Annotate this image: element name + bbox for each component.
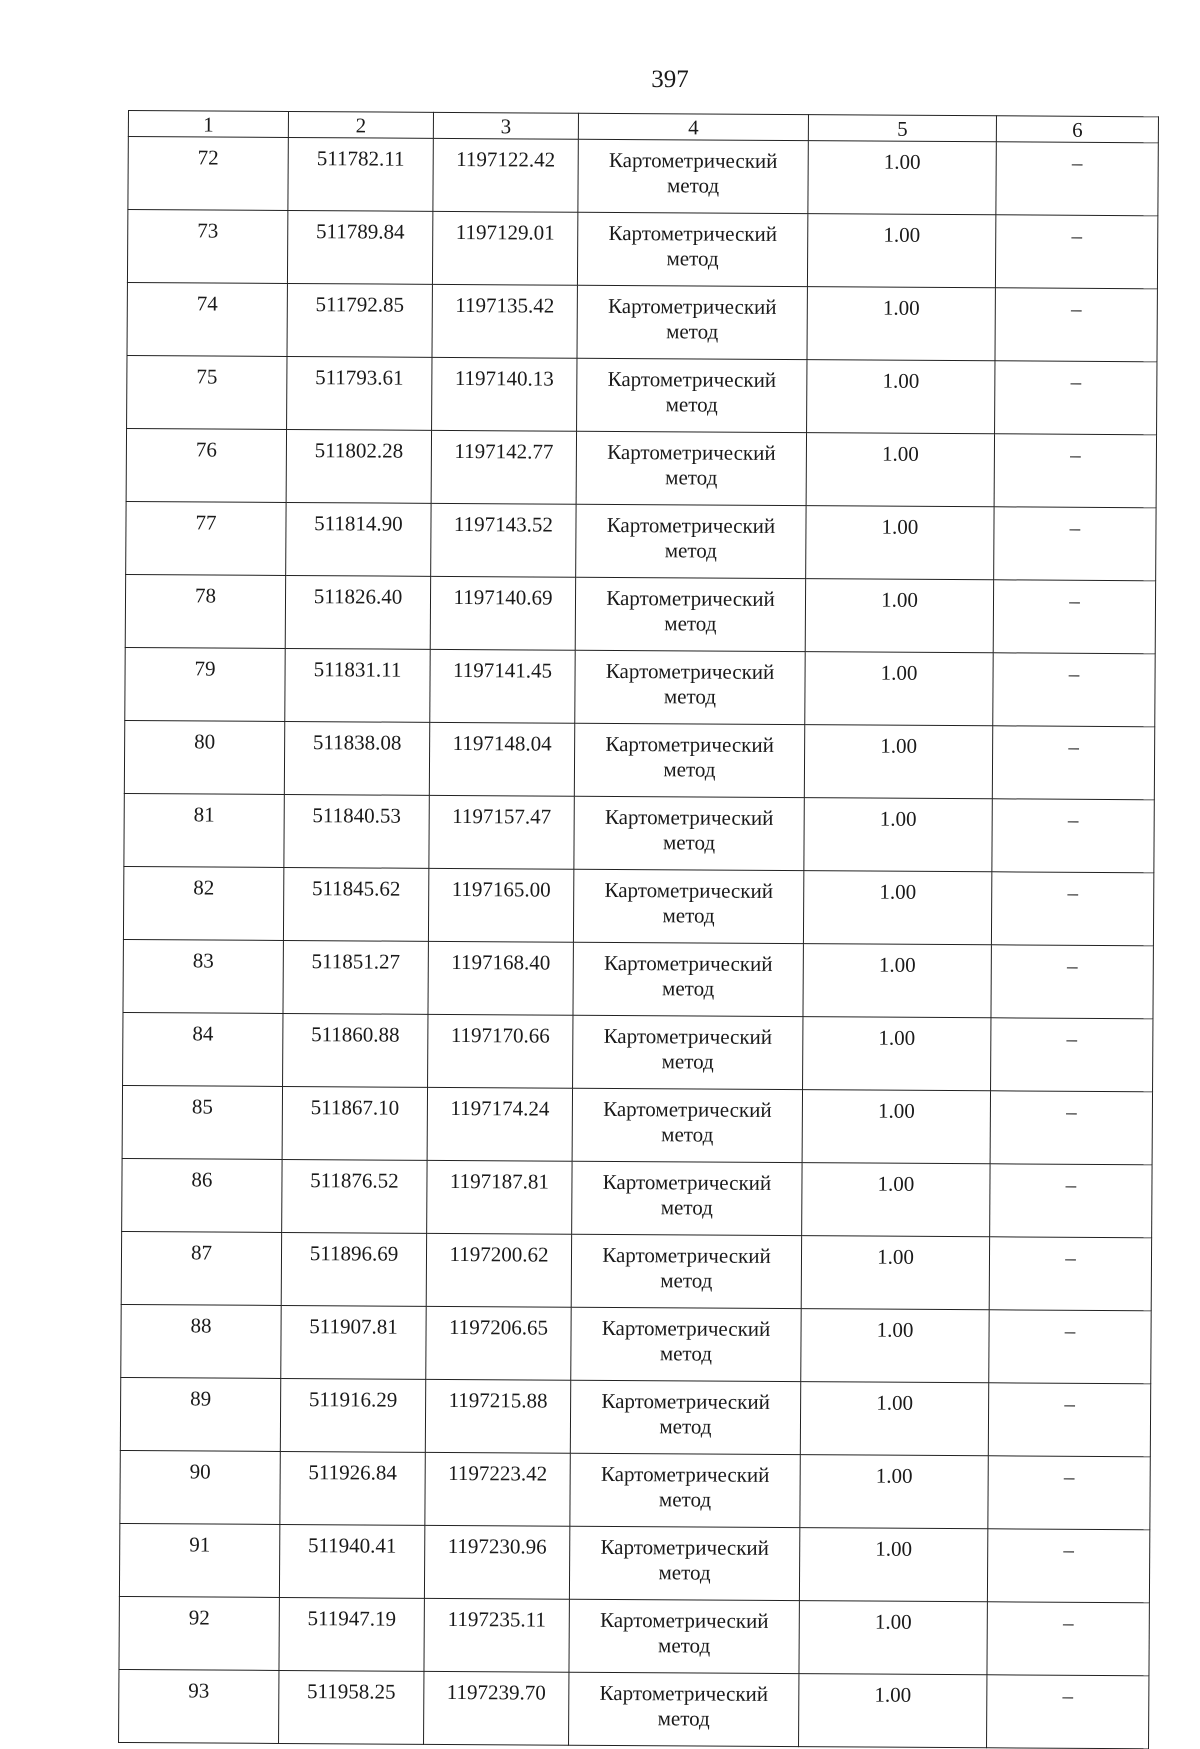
method-line-1: Картометрический [599, 1607, 769, 1633]
point-number-cell: 84 [123, 1012, 283, 1086]
note-cell: – [987, 1675, 1149, 1749]
method-line-1: Картометрический [608, 293, 777, 319]
method-line-2: метод [662, 903, 715, 928]
point-number-cell: 83 [123, 939, 283, 1013]
table-row [126, 428, 1156, 507]
x-coordinate-cell: 511851.27 [283, 940, 428, 1014]
note-cell: – [990, 1164, 1152, 1238]
method-line-2: метод [665, 392, 718, 417]
point-number-cell: 76 [126, 428, 286, 502]
method-line-2: метод [658, 1560, 711, 1585]
method-cell [575, 650, 805, 724]
accuracy-cell: 1.00 [806, 506, 994, 580]
table-row [128, 137, 1158, 216]
table-body [119, 137, 1159, 1749]
table-row [121, 1231, 1151, 1310]
method-line-1: Картометрический [605, 731, 774, 757]
point-number-cell: 80 [124, 720, 284, 794]
x-coordinate-cell: 511782.11 [288, 137, 433, 211]
note-cell: – [988, 1456, 1150, 1530]
method-line-1: Картометрический [606, 512, 776, 538]
note-cell: – [992, 799, 1154, 873]
point-number-cell: 90 [120, 1450, 280, 1524]
accuracy-cell: 1.00 [807, 214, 995, 288]
y-coordinate-cell: 1197135.42 [432, 284, 577, 358]
x-coordinate-cell: 511940.41 [279, 1524, 424, 1598]
method-line-2: метод [659, 1341, 713, 1366]
method-line-2: метод [663, 684, 717, 709]
y-coordinate-cell: 1197235.11 [424, 1598, 569, 1672]
method-line-1: Картометрический [604, 804, 774, 830]
x-coordinate-cell: 511831.11 [285, 648, 430, 722]
table-row [127, 282, 1157, 361]
method-cell [574, 796, 804, 870]
y-coordinate-cell: 1197168.40 [428, 941, 573, 1015]
accuracy-cell: 1.00 [799, 1601, 987, 1675]
y-coordinate-cell: 1197187.81 [427, 1160, 572, 1234]
note-cell: – [991, 1018, 1153, 1092]
method-line-2: метод [666, 246, 719, 271]
method-cell [577, 285, 807, 359]
method-cell [574, 723, 804, 797]
method-line-2: метод [661, 1049, 714, 1074]
method-cell [569, 1599, 799, 1673]
note-cell: – [987, 1529, 1149, 1603]
table-row [120, 1377, 1150, 1456]
x-coordinate-cell: 511876.52 [282, 1159, 427, 1233]
note-cell: – [993, 580, 1155, 654]
method-line-2: метод [663, 757, 716, 782]
method-line-1: Картометрический [600, 1461, 770, 1487]
table-row [119, 1596, 1149, 1675]
y-coordinate-cell: 1197157.47 [429, 795, 574, 869]
column-header-3: 3 [433, 112, 578, 139]
method-line-2: метод [664, 611, 717, 636]
coordinates-table [118, 110, 1159, 1749]
method-line-2: метод [662, 976, 715, 1001]
method-cell [577, 358, 807, 432]
y-coordinate-cell: 1197223.42 [425, 1452, 570, 1526]
note-cell: – [988, 1383, 1150, 1457]
method-line-1: Картометрический [603, 1096, 772, 1122]
method-line-1: Картометрический [608, 220, 778, 246]
y-coordinate-cell: 1197148.04 [429, 722, 574, 796]
note-cell: – [995, 361, 1157, 435]
accuracy-cell: 1.00 [800, 1382, 988, 1456]
note-cell: – [995, 215, 1157, 289]
x-coordinate-cell: 511860.88 [283, 1013, 428, 1087]
point-number-cell: 87 [121, 1231, 281, 1305]
note-cell: – [994, 507, 1156, 581]
method-cell [576, 431, 806, 505]
method-line-2: метод [658, 1633, 711, 1658]
y-coordinate-cell: 1197142.77 [431, 430, 576, 504]
method-line-2: метод [666, 319, 719, 344]
accuracy-cell: 1.00 [807, 360, 995, 434]
accuracy-cell: 1.00 [807, 287, 995, 361]
y-coordinate-cell: 1197129.01 [432, 211, 577, 285]
point-number-cell: 78 [125, 574, 285, 648]
method-line-1: Картометрический [607, 439, 776, 465]
page-number: 397 [651, 66, 689, 93]
method-line-2: метод [658, 1487, 712, 1512]
column-header-2: 2 [288, 111, 433, 138]
method-line-2: метод [660, 1268, 713, 1293]
method-line-2: метод [666, 173, 720, 198]
note-cell: – [996, 142, 1158, 216]
point-number-cell: 74 [127, 282, 287, 356]
x-coordinate-cell: 511867.10 [282, 1086, 427, 1160]
accuracy-cell: 1.00 [803, 1017, 991, 1091]
column-header-4: 4 [578, 113, 808, 140]
x-coordinate-cell: 511947.19 [279, 1597, 424, 1671]
method-line-2: метод [661, 1122, 714, 1147]
note-cell: – [991, 872, 1153, 946]
y-coordinate-cell: 1197215.88 [425, 1379, 570, 1453]
x-coordinate-cell: 511840.53 [284, 794, 429, 868]
method-cell [573, 1015, 803, 1089]
x-coordinate-cell: 511789.84 [287, 210, 432, 284]
point-number-cell: 72 [128, 137, 288, 211]
note-cell: – [993, 653, 1155, 727]
method-line-1: Картометрический [599, 1680, 769, 1706]
y-coordinate-cell: 1197239.70 [424, 1671, 569, 1745]
x-coordinate-cell: 511802.28 [286, 429, 431, 503]
method-cell [570, 1453, 800, 1527]
method-line-2: метод [664, 538, 717, 563]
note-cell: – [989, 1237, 1151, 1311]
accuracy-cell: 1.00 [806, 433, 994, 507]
method-line-1: Картометрический [608, 147, 778, 173]
x-coordinate-cell: 511916.29 [280, 1378, 425, 1452]
method-line-1: Картометрический [603, 1023, 773, 1049]
x-coordinate-cell: 511792.85 [287, 283, 432, 357]
y-coordinate-cell: 1197174.24 [427, 1087, 572, 1161]
method-cell [573, 869, 803, 943]
column-header-1: 1 [128, 111, 288, 138]
x-coordinate-cell: 511814.90 [286, 502, 431, 576]
note-cell: – [987, 1602, 1149, 1676]
accuracy-cell: 1.00 [805, 579, 993, 653]
accuracy-cell: 1.00 [799, 1674, 987, 1748]
method-cell [571, 1307, 801, 1381]
method-cell [575, 577, 805, 651]
method-line-1: Картометрический [602, 1169, 772, 1195]
table-row [124, 720, 1154, 799]
point-number-cell: 92 [119, 1596, 279, 1670]
table-row [121, 1304, 1151, 1383]
table-row [123, 1012, 1153, 1091]
column-header-6: 6 [996, 116, 1158, 143]
note-cell: – [989, 1310, 1151, 1384]
x-coordinate-cell: 511926.84 [280, 1451, 425, 1525]
y-coordinate-cell: 1197170.66 [428, 1014, 573, 1088]
method-line-1: Картометрический [601, 1388, 770, 1414]
accuracy-cell: 1.00 [802, 1090, 990, 1164]
table-row [122, 1085, 1152, 1164]
table-row [125, 647, 1155, 726]
x-coordinate-cell: 511838.08 [284, 721, 429, 795]
table-row [127, 210, 1157, 289]
note-cell: – [991, 945, 1153, 1019]
point-number-cell: 88 [121, 1304, 281, 1378]
point-number-cell: 75 [127, 355, 287, 429]
x-coordinate-cell: 511907.81 [281, 1305, 426, 1379]
method-line-1: Картометрический [607, 366, 777, 392]
column-header-5: 5 [808, 115, 996, 142]
method-cell [572, 1088, 802, 1162]
method-cell [569, 1526, 799, 1600]
note-cell: – [990, 1091, 1152, 1165]
table-row [119, 1669, 1149, 1748]
y-coordinate-cell: 1197141.45 [430, 649, 575, 723]
x-coordinate-cell: 511793.61 [287, 356, 432, 430]
accuracy-cell: 1.00 [808, 141, 996, 215]
accuracy-cell: 1.00 [799, 1528, 987, 1602]
point-number-cell: 86 [122, 1158, 282, 1232]
method-cell [577, 212, 807, 286]
accuracy-cell: 1.00 [805, 652, 993, 726]
y-coordinate-cell: 1197200.62 [426, 1233, 571, 1307]
table-row [120, 1450, 1150, 1529]
method-cell [578, 139, 808, 213]
method-line-1: Картометрический [601, 1315, 771, 1341]
accuracy-cell: 1.00 [804, 725, 992, 799]
method-line-2: метод [665, 465, 718, 490]
point-number-cell: 82 [123, 866, 283, 940]
method-cell [572, 1161, 802, 1235]
accuracy-cell: 1.00 [802, 1163, 990, 1237]
accuracy-cell: 1.00 [803, 871, 991, 945]
point-number-cell: 79 [125, 647, 285, 721]
y-coordinate-cell: 1197230.96 [424, 1525, 569, 1599]
x-coordinate-cell: 511958.25 [279, 1670, 424, 1744]
method-cell [573, 942, 803, 1016]
accuracy-cell: 1.00 [801, 1309, 989, 1383]
method-line-2: метод [659, 1414, 712, 1439]
method-cell [571, 1234, 801, 1308]
method-line-1: Картометрический [603, 950, 773, 976]
method-line-1: Картометрический [602, 1242, 771, 1268]
y-coordinate-cell: 1197143.52 [431, 503, 576, 577]
accuracy-cell: 1.00 [803, 944, 991, 1018]
point-number-cell: 77 [126, 501, 286, 575]
point-number-cell: 81 [124, 793, 284, 867]
y-coordinate-cell: 1197140.69 [430, 576, 575, 650]
method-cell [569, 1672, 799, 1746]
table-row [122, 1158, 1152, 1237]
table-row [125, 574, 1155, 653]
point-number-cell: 91 [119, 1523, 279, 1597]
method-line-1: Картометрический [604, 877, 774, 903]
note-cell: – [995, 288, 1157, 362]
x-coordinate-cell: 511845.62 [283, 867, 428, 941]
x-coordinate-cell: 511896.69 [281, 1232, 426, 1306]
y-coordinate-cell: 1197206.65 [426, 1306, 571, 1380]
method-line-1: Картометрический [605, 658, 775, 684]
point-number-cell: 73 [127, 210, 287, 284]
y-coordinate-cell: 1197140.13 [432, 357, 577, 431]
table-row [123, 939, 1153, 1018]
method-line-2: метод [662, 830, 716, 855]
table-row [127, 355, 1157, 434]
accuracy-cell: 1.00 [800, 1455, 988, 1529]
point-number-cell: 85 [122, 1085, 282, 1159]
method-cell [570, 1380, 800, 1454]
point-number-cell: 93 [119, 1669, 279, 1743]
table-row [123, 866, 1153, 945]
table-row [126, 501, 1156, 580]
method-line-2: метод [657, 1706, 710, 1731]
table-row [119, 1523, 1149, 1602]
accuracy-cell: 1.00 [804, 798, 992, 872]
method-line-1: Картометрический [600, 1534, 770, 1560]
method-cell [576, 504, 806, 578]
table-row [124, 793, 1154, 872]
y-coordinate-cell: 1197122.42 [433, 138, 578, 212]
method-line-1: Картометрический [606, 585, 775, 611]
point-number-cell: 89 [120, 1377, 280, 1451]
accuracy-cell: 1.00 [801, 1236, 989, 1310]
x-coordinate-cell: 511826.40 [285, 575, 430, 649]
y-coordinate-cell: 1197165.00 [428, 868, 573, 942]
note-cell: – [992, 726, 1154, 800]
method-line-2: метод [660, 1195, 713, 1220]
note-cell: – [994, 434, 1156, 508]
